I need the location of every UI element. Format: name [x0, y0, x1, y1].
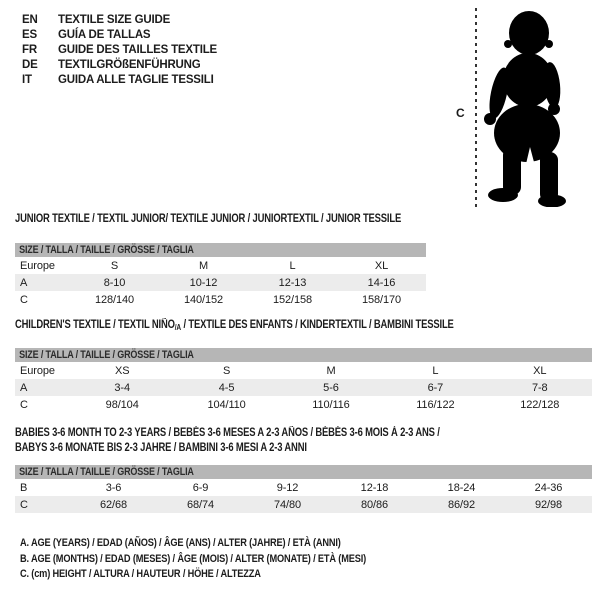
height-measure-dotted-line — [475, 8, 477, 207]
size-header-text: SIZE / TALLA / TAILLE / GRÖSSE / TAGLIA — [19, 349, 194, 361]
language-header — [22, 13, 217, 88]
table-cell: 122/128 — [520, 398, 560, 411]
measurement-legend — [20, 536, 432, 583]
lang-code: FR — [22, 44, 37, 56]
babies-title-line2: BABYS 3-6 MONATE BIS 2-3 JAHRE / BAMBINI 3-6 MESI A 2-3 ANNI — [15, 442, 307, 454]
table-cell: 86/92 — [447, 498, 476, 511]
table-cell: M — [326, 364, 336, 377]
lang-row-fr — [22, 43, 217, 58]
table-cell: 62/68 — [99, 498, 128, 511]
table-cell: 24-36 — [534, 481, 563, 494]
lang-title: GUIDA ALLE TAGLIE TESSILI — [58, 74, 214, 86]
children-table-title — [15, 318, 454, 335]
size-header-band — [15, 348, 592, 362]
table-cell: 12-13 — [278, 276, 307, 289]
table-cell: 14-16 — [367, 276, 396, 289]
table-row — [15, 379, 592, 396]
row-label: A — [20, 276, 28, 289]
table-cell: 8-10 — [103, 276, 126, 289]
table-cell: S — [110, 259, 119, 272]
lang-row-it — [22, 73, 217, 88]
children-size-table — [15, 348, 592, 413]
row-label: Europe — [20, 364, 55, 377]
table-cell: L — [432, 364, 439, 377]
junior-size-table — [15, 243, 426, 308]
table-cell: XL — [533, 364, 547, 377]
table-cell: 74/80 — [273, 498, 302, 511]
row-label: B — [20, 481, 28, 494]
lang-code: EN — [22, 14, 38, 26]
table-cell: XS — [114, 364, 130, 377]
table-row — [15, 479, 592, 496]
table-row — [15, 362, 592, 379]
lang-code: ES — [22, 29, 37, 41]
table-cell: 158/170 — [361, 293, 402, 306]
title-part: CHILDREN'S TEXTILE / TEXTIL NIÑO — [15, 319, 175, 331]
table-cell: L — [289, 259, 296, 272]
legend-line-b: B. AGE (MONTHS) / EDAD (MESES) / ÂGE (MOIS) / ALTER (MONATE) / ETÀ (MESI) — [20, 552, 367, 565]
table-cell: 4-5 — [218, 381, 235, 394]
size-header-band — [15, 243, 426, 257]
table-cell: 3-4 — [114, 381, 130, 394]
table-cell: 104/110 — [207, 398, 246, 411]
table-cell: 7-8 — [531, 381, 548, 394]
table-cell: 80/86 — [360, 498, 389, 511]
table-cell: 140/152 — [183, 293, 224, 306]
table-cell: 10-12 — [189, 276, 218, 289]
table-row — [15, 291, 426, 308]
title-part: / TEXTILE DES ENFANTS / KINDERTEXTIL / BAMBINI TESSILE — [180, 319, 454, 331]
row-label: Europe — [20, 259, 55, 272]
table-cell: 110/116 — [312, 398, 350, 411]
table-cell: 98/104 — [105, 398, 139, 411]
table-cell: 3-6 — [105, 481, 122, 494]
size-header-text: SIZE / TALLA / TAILLE / GRÖSSE / TAGLIA — [19, 244, 194, 256]
lang-title: TEXTILE SIZE GUIDE — [58, 14, 171, 26]
legend-line-c: C. (cm) HEIGHT / ALTURA / HAUTEUR / HÖHE / ALTEZZA — [20, 568, 261, 580]
height-measure-label: C — [456, 106, 465, 120]
table-row — [15, 496, 592, 513]
table-cell: 92/98 — [534, 498, 563, 511]
lang-code: IT — [22, 74, 32, 86]
table-cell: 5-6 — [323, 381, 339, 394]
table-cell: 18-24 — [447, 481, 476, 494]
babies-table-title — [15, 426, 440, 456]
lang-title: GUÍA DE TALLAS — [58, 29, 151, 41]
table-cell: 12-18 — [360, 481, 389, 494]
row-label: A — [20, 381, 28, 394]
table-cell: M — [198, 259, 209, 272]
table-cell: 152/158 — [272, 293, 313, 306]
table-cell: XL — [374, 259, 389, 272]
babies-title-line1: BABIES 3-6 MONTH TO 2-3 YEARS / BEBÉS 3-6 MESES A 2-3 AÑOS / BÉBÉS 3-6 MOIS À 2-3 ANS / — [15, 427, 440, 439]
table-cell: 6-7 — [427, 381, 444, 394]
junior-table-title: JUNIOR TEXTILE / TEXTIL JUNIOR/ TEXTILE JUNIOR / JUNIORTEXTIL / JUNIOR TESSILE — [15, 213, 402, 225]
table-row — [15, 274, 426, 291]
table-cell: 6-9 — [192, 481, 209, 494]
table-cell: S — [222, 364, 231, 377]
baby-silhouette-icon — [482, 7, 582, 207]
lang-code: DE — [22, 59, 38, 71]
babies-size-table — [15, 465, 592, 513]
table-cell: 9-12 — [276, 481, 299, 494]
title-subscript: /A — [174, 323, 181, 332]
lang-row-es — [22, 28, 217, 43]
lang-row-de — [22, 58, 217, 73]
row-label: C — [20, 398, 28, 411]
legend-line-a: A. AGE (YEARS) / EDAD (AÑOS) / ÂGE (ANS) / ALTER (JAHRE) / ETÀ (ANNI) — [20, 537, 341, 549]
table-row — [15, 396, 592, 413]
row-label: C — [20, 293, 28, 306]
table-row — [15, 257, 426, 274]
table-cell: 116/122 — [416, 398, 455, 411]
lang-title: TEXTILGRÖßENFÜHRUNG — [58, 59, 201, 71]
size-header-text: SIZE / TALLA / TAILLE / GRÖSSE / TAGLIA — [19, 466, 194, 478]
row-label: C — [20, 498, 28, 511]
size-header-band — [15, 465, 592, 479]
table-cell: 128/140 — [94, 293, 135, 306]
table-cell: 68/74 — [186, 498, 215, 511]
lang-title: GUIDE DES TAILLES TEXTILE — [58, 44, 217, 56]
lang-row-en — [22, 13, 217, 28]
